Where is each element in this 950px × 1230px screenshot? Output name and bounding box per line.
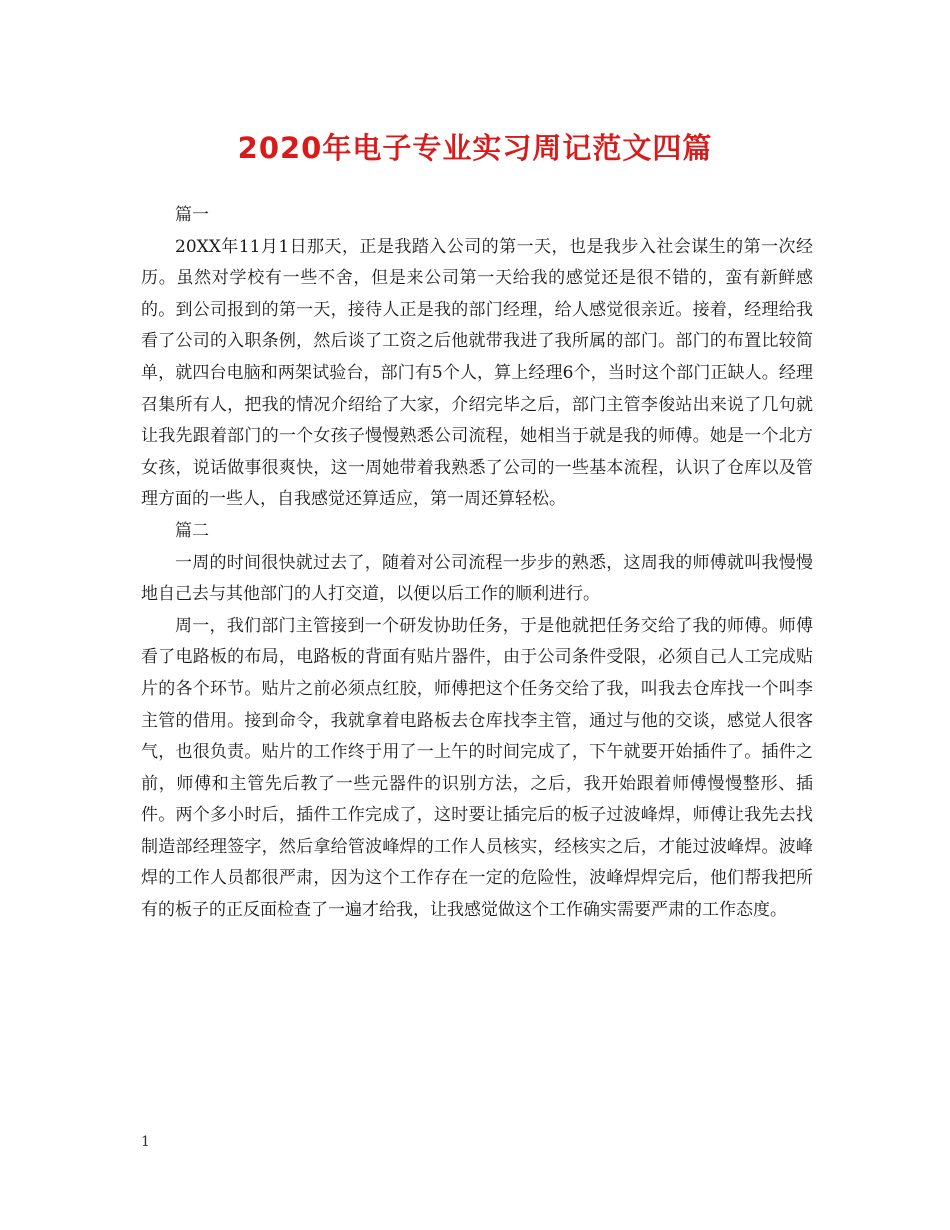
paragraph-3: 周一，我们部门主管接到一个研发协助任务，于是他就把任务交给了我的师傅。师傅看了电路板的布局，电路板的背面有贴片器件，由于公司条件受限，必须自己人工完成贴片的各个环节。贴片之前必须点红胶，师傅把这个任务交给了我，叫我去仓库找一个叫李主管的借用。接到命令，我就拿着电路板去仓库找李主管，通过与他的交谈，感觉人很客气，也很负责。贴片的工作终于用了一上午的时间完成了，下午就要开始插件了。插件之前，师傅和主管先后教了一些元器件的识别方法，之后，我开始跟着师傅慢慢整形、插件。两个多小时后，插件工作完成了，这时要让插完后的板子过波峰焊，师傅让我先去找制造部经理签字，然后拿给管波峰焊的工作人员核实，经核实之后，才能过波峰焊。波峰焊的工作人员都很严肃，因为这个工作存在一定的危险性，波峰焊焊完后，他们帮我把所有的板子的正反面检查了一遍才给我，让我感觉做这个工作确实需要严肃的工作态度。 bbox=[141, 615, 813, 921]
section-heading-2: 篇二 bbox=[175, 520, 209, 541]
section-heading-1: 篇一 bbox=[175, 205, 209, 225]
document-title: 2020年电子专业实习周记范文四篇 bbox=[237, 131, 713, 165]
paragraph-2: 一周的时间很快就过去了，随着对公司流程一步步的熟悉，这周我的师傅就叫我慢慢地自己去与其他部门的人打交道，以便以后工作的顺利进行。 bbox=[141, 552, 813, 605]
document-body bbox=[141, 200, 813, 927]
page-number: 1 bbox=[141, 1134, 150, 1150]
paragraph-1: 20XX年11月1日那天，正是我踏入公司的第一天，也是我步入社会谋生的第一次经历。虽然对学校有一些不舍，但是来公司第一天给我的感觉还是很不错的，蛮有新鲜感的。到公司报到的第一天，接待人正是我的部门经理，给人感觉很亲近。接着，经理给我看了公司的入职条例，然后谈了工资之后他就带我进了我所属的部门。部门的布置比较简单，就四台电脑和两架试验台，部门有5个人，算上经理6个，当时这个部门正缺人。经理召集所有人，把我的情况介绍给了大家，介绍完毕之后，部门主管李俊站出来说了几句就让我先跟着部门的一个女孩子慢慢熟悉公司流程，她相当于就是我的师傅。她是一个北方女孩，说话做事很爽快，这一周她带着我熟悉了公司的一些基本流程，认识了仓库以及管理方面的一些人，自我感觉还算适应，第一周还算轻松。 bbox=[141, 236, 813, 510]
